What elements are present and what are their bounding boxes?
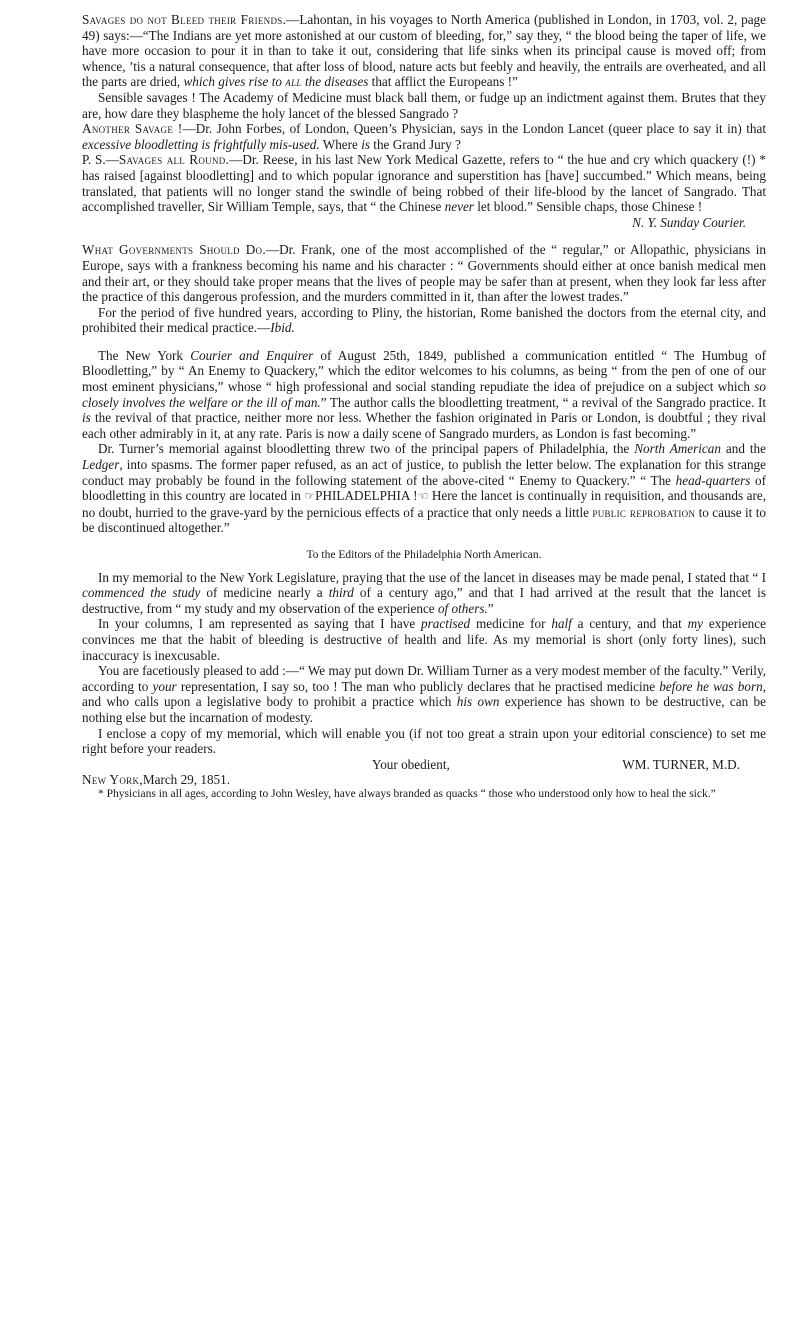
italic-text: head-quarters <box>675 472 751 488</box>
letter-address: To the Editors of the Philadelphia North American. <box>306 549 542 561</box>
paragraph-turner-memorial <box>82 441 766 536</box>
paragraph-pliny <box>82 305 766 336</box>
italic-text: his own <box>456 694 500 710</box>
small-caps-text: all <box>285 74 302 90</box>
text: let blood.” Sensible chaps, those Chinese ! <box>473 199 703 215</box>
footnote: * Physicians in all ages, according to John Wesley, have always branded as quacks “ those who understood only how to heal the sick.” <box>98 787 716 800</box>
signature-block <box>82 757 766 773</box>
text: —Dr. Reese, in his last New York Medical Gazette, refers to “ the hue and cry which quackery (!) * has raised [against bloodletting] and to which popular ignorance and superstition has [have] succumbed.” Which means, being translated, that patients will no longer stand the swindle of being robbed of their life-blood by the lancet of Sangrado. That accomplished traveller, Sir William Temple, says, that “ the Chinese <box>82 152 766 215</box>
text: a century, and that <box>571 616 688 632</box>
text: Here the lancet is continually in requisition, and thousands are, no doubt, hurried to the grave-yard by the pernicious effects of a practice that only needs a little <box>82 488 766 520</box>
italic-text: the diseases <box>301 74 369 90</box>
closing: Your obedient, <box>372 756 450 772</box>
text: ” <box>487 600 494 616</box>
italic-text: half <box>551 616 572 632</box>
text: of medicine nearly a <box>200 585 329 601</box>
newspaper-title: Courier and Enquirer <box>190 347 314 363</box>
place: New York, <box>82 772 143 788</box>
letter-paragraph-2 <box>82 616 766 663</box>
text: ” The author calls the bloodletting treatment, “ a revival of the Sangrado practice. It <box>320 394 767 410</box>
heading-another-savage: Another Savage ! <box>82 121 183 137</box>
italic-text: never <box>444 199 474 215</box>
italic-text: your <box>152 678 177 694</box>
heading-savages-all-round: Savages all Round. <box>118 152 230 168</box>
italic-text: so closely involves the welfare or the ill of man. <box>82 379 766 410</box>
text: to cause it to be discontinued altogether.” <box>82 504 766 536</box>
text: , into spasms. The former paper refused, as an act of justice, to publish the letter below. The explanation for this strange conduct may probably be found in the following statement of the above-cited “ Enemy to Quackery.” “ The <box>82 457 766 488</box>
text: the revival of that practice, neither more nor less. Whether the fashion originated in Paris or London, is doubtful ; they rival each other admirably in it, at any rate. Paris is now a daily scene of Sangrado murders, as London is fast becoming.” <box>82 410 766 441</box>
ibid: Ibid. <box>270 320 295 336</box>
heading-what-governments: What Governments Should Do. <box>82 242 266 258</box>
newspaper-title: North American <box>634 441 721 457</box>
paragraph-another-savage <box>82 121 766 152</box>
spacer <box>82 336 766 348</box>
italic-text: excessive bloodletting is frightfully mis-used. <box>82 136 320 152</box>
italic-text: third <box>328 585 354 601</box>
signature: WM. TURNER, M.D. <box>622 756 740 772</box>
text: experience has shown to be destructive, can be nothing else but the incarnation of modesty. <box>82 694 767 725</box>
paragraph-sensible-savages: Sensible savages ! The Academy of Medicine must black ball them, or fudge up an indictment against them. Brutes that they are, how dare they blaspheme the holy lancet of the blessed Sangrado ? <box>82 89 766 121</box>
italic-text: of others. <box>437 600 488 616</box>
pointing-hand-right-icon: ☞ <box>304 489 316 504</box>
italic-text: which gives rise to <box>183 74 286 90</box>
italic-text: my <box>687 616 704 632</box>
text: —Dr. Frank, one of the most accomplished of the “ regular,” or Allopathic, physicians in Europe, says with a frankness becoming his name and his character : “ Governments should either at once banish medical men and their art, or they should take proper means that the lives of people may be safer than at present, when they look far less after the practice of this dangerous profession, and the murders committed in it, than after the lowest trades.” <box>82 242 766 305</box>
heading-savages-do-not-bleed: Savages do not Bleed their Friends. <box>82 12 287 27</box>
text: that afflict the Europeans !” <box>368 74 518 90</box>
text: of August 25th, 1849, published a communication entitled “ The Humbug of Bloodletting,” by “ An Enemy to Quackery,” which the editor welcomes to his columns, as being “ from the pen of one of our most eminent physicians,” whose “ high professional and social standing repudiate the idea of prejudice on a subject which <box>82 347 766 395</box>
text: and who calls upon a legislative body to prohibit a practice which <box>82 694 457 710</box>
text: Dr. Turner’s memorial against bloodletting threw two of the principal papers of Philadelphia, the <box>98 441 635 457</box>
text: of a century ago,” and that I had arrived at the result that the lancet is destructive, from “ my study and my observation of the experience <box>82 585 766 616</box>
city-name: PHILADELPHIA ! <box>315 488 418 504</box>
text: experience convinces me that the habit of bleeding is destructive of health and life. As my memorial is short (only forty lines), such inaccuracy is inexcusable. <box>82 616 766 663</box>
spacer <box>82 536 766 548</box>
date: March 29, 1851. <box>142 772 231 788</box>
text: of bloodletting in this country are located in <box>82 472 766 504</box>
letter-paragraph-4: I enclose a copy of my memorial, which will enable you (if not too great a strain upon your editorial conscience) to set me right before your readers. <box>82 725 766 757</box>
italic-text: is <box>361 136 370 152</box>
source-text: N. Y. Sunday Courier. <box>632 214 746 230</box>
letter-paragraph-1 <box>82 570 766 617</box>
paragraph-courier-enquirer <box>82 348 766 442</box>
text: In your columns, I am represented as saying that I have <box>98 616 422 632</box>
italic-text: is <box>82 410 91 426</box>
italic-text: practised <box>421 616 471 632</box>
text: The New York <box>98 347 191 363</box>
text: and the <box>720 441 766 457</box>
spacer <box>82 230 766 242</box>
ps-label: P. S.— <box>82 152 119 168</box>
text: —Dr. John Forbes, of London, Queen’s Physician, says in the London Lancet (queer place to say it in) that <box>182 121 766 137</box>
text: —Lahontan, in his voyages to North America (published in London, in 1703, vol. 2, page 49) says:—“The Indians are yet more astonished at our custom of bleeding, for,” say they, “ the blood being the taper of life, we have more occasion to pour it in than to take it out, considering that life sinks when its principal cause is moved off; from whence, ’tis a natural consequence, that after loss of blood, nature acts but feebly and heavily, the entrails are overheated, and all the parts are dried, <box>82 12 766 90</box>
text: In my memorial to the New York Legislature, praying that the use of the lancet in diseases may be made penal, I stated that “ I <box>98 569 766 585</box>
small-caps-text: public reprobation <box>592 504 696 520</box>
text: For the period of five hundred years, according to Pliny, the historian, Rome banished the doctors from the eternal city, and prohibited their medical practice.— <box>82 304 766 336</box>
text: medicine for <box>470 616 552 632</box>
letter-paragraph-3 <box>82 663 766 725</box>
paragraph-savages-all-round <box>82 152 766 214</box>
text: You are facetiously pleased to add :—“ We may put down Dr. William Turner as a very modest member of the faculty.” Verily, according to <box>82 663 766 694</box>
italic-text: commenced the study <box>82 585 201 601</box>
dateline <box>82 772 766 788</box>
newspaper-title: Ledger <box>82 457 120 473</box>
text: the Grand Jury ? <box>370 136 461 152</box>
text: Where <box>319 136 362 152</box>
italic-text: before he was born, <box>659 678 766 694</box>
text: representation, I say so, too ! The man who publicly declares that he practised medicine <box>176 678 660 694</box>
pointing-hand-left-icon: ☜ <box>417 489 429 504</box>
paragraph-what-governments-should-do <box>82 242 766 304</box>
paragraph-savages-do-not-bleed <box>82 12 766 90</box>
source-attribution <box>82 215 766 231</box>
